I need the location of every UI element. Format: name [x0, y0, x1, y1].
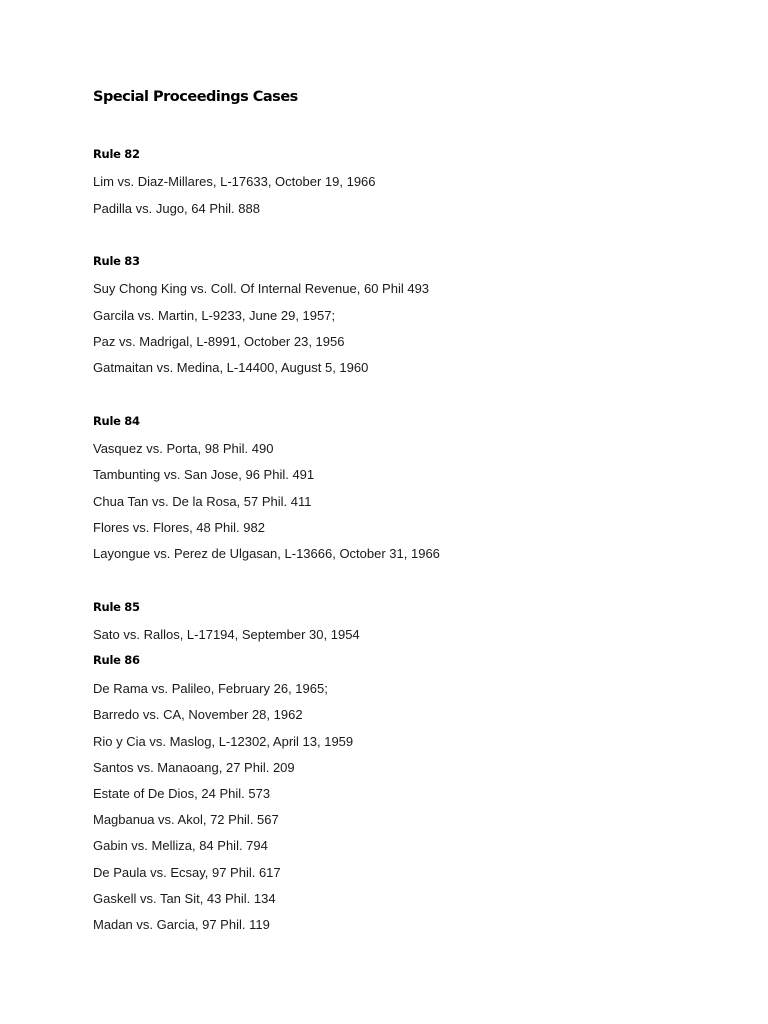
case-citation: Tambunting vs. San Jose, 96 Phil. 491: [93, 467, 315, 482]
case-citation: De Paula vs. Ecsay, 97 Phil. 617: [93, 865, 281, 880]
case-citation: Rio y Cia vs. Maslog, L-12302, April 13, 1959: [93, 734, 354, 749]
case-citation: Barredo vs. CA, November 28, 1962: [93, 707, 303, 722]
section-heading: Rule 86: [93, 653, 140, 667]
case-citation: Estate of De Dios, 24 Phil. 573: [93, 786, 271, 801]
case-citation: Layongue vs. Perez de Ulgasan, L-13666, October 31, 1966: [93, 546, 440, 561]
document-title: Special Proceedings Cases: [93, 89, 298, 105]
case-citation: De Rama vs. Palileo, February 26, 1965;: [93, 681, 328, 696]
case-citation: Gatmaitan vs. Medina, L-14400, August 5, 1960: [93, 360, 369, 375]
case-citation: Magbanua vs. Akol, 72 Phil. 567: [93, 812, 279, 827]
case-citation: Gaskell vs. Tan Sit, 43 Phil. 134: [93, 891, 276, 906]
case-citation: Chua Tan vs. De la Rosa, 57 Phil. 411: [93, 494, 312, 509]
case-citation: Garcila vs. Martin, L-9233, June 29, 1957;: [93, 308, 336, 323]
case-citation: Paz vs. Madrigal, L-8991, October 23, 1956: [93, 334, 345, 349]
case-citation: Lim vs. Diaz-Millares, L-17633, October 19, 1966: [93, 174, 376, 189]
section-heading: Rule 84: [93, 414, 140, 428]
case-citation: Sato vs. Rallos, L-17194, September 30, 1954: [93, 627, 360, 642]
case-citation: Vasquez vs. Porta, 98 Phil. 490: [93, 441, 274, 456]
section-heading: Rule 82: [93, 147, 140, 161]
case-citation: Santos vs. Manaoang, 27 Phil. 209: [93, 760, 295, 775]
case-citation: Gabin vs. Melliza, 84 Phil. 794: [93, 838, 268, 853]
section-heading: Rule 85: [93, 600, 140, 614]
case-citation: Flores vs. Flores, 48 Phil. 982: [93, 520, 265, 535]
section-heading: Rule 83: [93, 254, 140, 268]
case-citation: Suy Chong King vs. Coll. Of Internal Revenue, 60 Phil 493: [93, 281, 430, 296]
case-citation: Padilla vs. Jugo, 64 Phil. 888: [93, 201, 260, 216]
case-citation: Madan vs. Garcia, 97 Phil. 119: [93, 917, 270, 932]
